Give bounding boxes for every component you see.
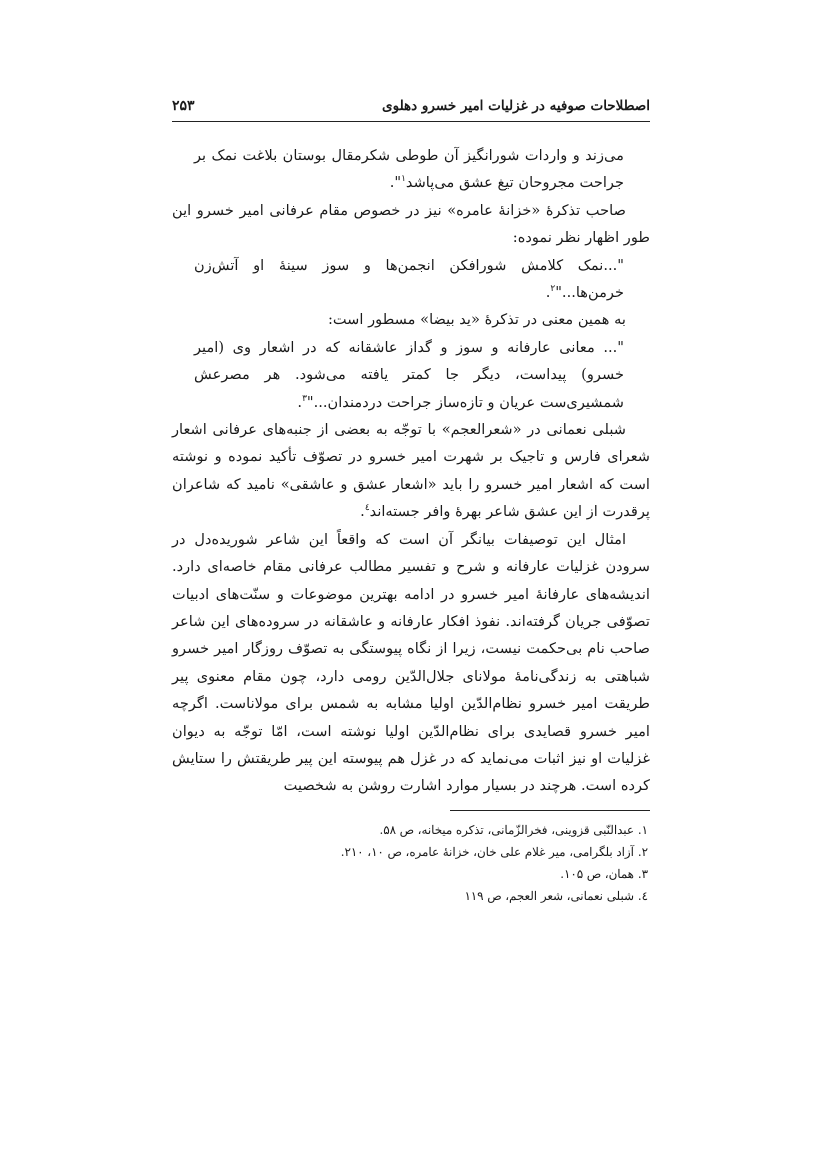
footnote-text: عبدالنّبی قزوینی، فخرالزّمانی، تذکره میخانه، ص ۵۸. [379,822,634,837]
footnote-text: آزاد بلگرامی، میر غلام علی خان، خزانهٔ عامره، ص ۱۰، ۲۱۰. [340,844,634,859]
body-text [172,142,650,800]
footnote-text: همان، ص ۱۰۵. [560,866,634,881]
quote-1 [172,252,650,307]
paragraph-4 [172,416,650,526]
page-number: ۲۵۳ [172,98,195,114]
quote-2-end: . [297,393,303,411]
footnote-number: ٤. [637,888,648,903]
quote-2 [172,334,650,416]
paragraph-4-text: شبلی نعمانی در «شعرالعجم» با توجّه به بعضی از جنبه‌های عرفانی اشعار شعرای فارس و تاجیک بر شهرت امیر خسرو در تصوّف تأکید نموده و نوشته است که اشعار امیر خسرو را باید «اشعار عشق و عاشقی» نامید که شاعران پرقدرت از این عشق شاعر بهرهٔ وافر جسته‌اند [172,421,650,521]
footnote-number: ۲. [637,844,648,859]
footnote-ref-2[interactable]: ۲ [550,284,556,295]
footnote-2 [172,841,648,863]
footnote-ref-4[interactable]: ٤ [364,503,370,514]
quote-2-text: "... معانی عارفانه و سوز و گداز عاشقانه که در اشعار وی (امیر خسرو) پیداست، دیگر جا کمتر یافته می‌شود. هر مصرعش شمشیری‌ست عریان و تازه‌ساز جراحت دردمندان..." [194,338,624,411]
paragraph-2: صاحب تذکرهٔ «خزانهٔ عامره» نیز در خصوص مقام عرفانی امیر خسرو این طور اظهار نظر نموده: [172,201,650,247]
quote-1-text: "...نمک کلامش شورافکن انجمن‌ها و سوز سینهٔ او آتش‌زن خرمن‌ها..." [194,256,624,302]
quote-1-end: . [545,284,551,302]
footnote-4 [172,885,648,907]
paragraph-5: امثال این توصیفات بیانگر آن است که واقعاً این شاعر شوریده‌دل در سرودن غزلیات عارفانه و شرح و تفسیر مطالب عرفانی مقام خاصه‌ای دارد. اندیشه‌های عارفانهٔ امیر خسرو در ادامه بهترین موضوعات و سنّت‌های ادبیات تصوّفی جریان گرفته‌اند. نفوذ افکار عارفانه و عاشقانه در سروده‌های این شاعر صاحب نام بی‌حکمت نیست، زیرا از نگاه پیوستگی به تصوّف روزگار امیر خسرو شباهتی به زندگی‌نامهٔ مولانای جلال‌الدّین رومی دارد، چون مقام معنوی پیر طریقت امیر خسرو نظام‌الدّین اولیا مشابه به شمس برای مولاناست. اگرچه امیر خسرو قصایدی برای نظام‌الدّین اولیا نوشته است، امّا توجّه به دیوان غزلیات او نیز اثبات می‌نماید که در غزل هم پیوسته این پیر طریقتش را ستایش کرده است. هرچند در بسیار موارد اشارت روشن به شخصیت [172,530,650,795]
paragraph-1-text: می‌زند و واردات شورانگیز آن طوطی شکرمقال بوستان بلاغت نمک بر جراحت مجروحان تیغ عشق می‌پاشد [194,147,624,192]
paragraph-3: به همین معنی در تذکرهٔ «ید بیضا» مسطور است: [327,311,626,329]
footnote-number: ۱. [637,822,648,837]
footnote-text: شبلی نعمانی، شعر العجم، ص ۱۱۹ [464,888,634,903]
footnote-1 [172,819,648,841]
running-title: اصطلاحات صوفیه در غزلیات امیر خسرو دهلوی [382,98,650,114]
footnote-number: ۳. [637,866,648,881]
footnote-3 [172,863,648,885]
footnote-ref-3[interactable]: ۳ [302,393,307,404]
footnotes [172,819,650,907]
paragraph-4-end: . [360,503,365,521]
paragraph-1 [172,142,650,197]
page [172,98,650,907]
running-header [172,98,650,122]
paragraph-1-end: ". [389,174,402,192]
footnote-ref-1[interactable]: ۱ [401,174,406,185]
footnote-divider [450,810,650,811]
